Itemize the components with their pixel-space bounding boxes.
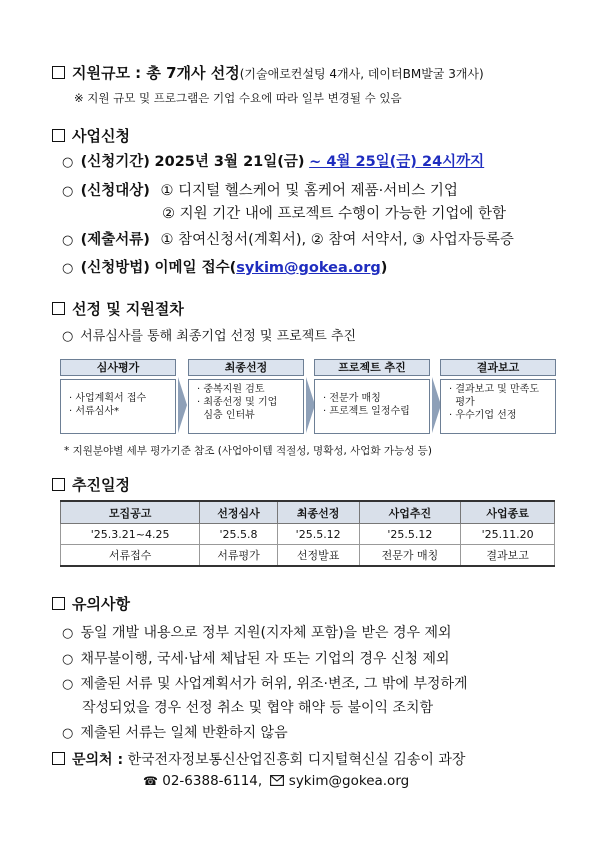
notice-item <box>62 722 288 742</box>
schedule-table <box>60 500 555 567</box>
table-cell: 선정발표 <box>277 545 359 567</box>
process-item: · 결과보고 및 만족도 <box>449 384 539 395</box>
selection-intro-text: 서류심사를 통해 최종기업 선정 및 프로젝트 추진 <box>80 329 357 344</box>
bullet-circle-icon: ○ <box>62 726 74 741</box>
contact-label: 문의처 : <box>72 752 124 768</box>
contact-email[interactable]: sykim@gokea.org <box>288 773 410 789</box>
bullet-circle-icon: ○ <box>62 184 74 199</box>
bullet-circle-icon: ○ <box>62 626 74 641</box>
notice-item <box>62 673 468 693</box>
process-step-body <box>314 379 430 434</box>
checkbox-square-icon <box>52 302 65 315</box>
docs-value: ① 참여신청서(계획서), ② 참여 서약서, ③ 사업자등록증 <box>160 232 514 248</box>
process-item: 평가 <box>449 397 475 408</box>
notice-item <box>62 648 450 668</box>
table-header: 사업추진 <box>359 501 461 524</box>
selection-intro <box>62 325 356 344</box>
process-step-body <box>60 379 176 434</box>
checkbox-square-icon <box>52 597 65 610</box>
process-step <box>440 359 556 433</box>
application-docs <box>62 228 514 249</box>
selection-footnote: * 지원분야별 세부 평가기준 참조 (사업아이템 적절성, 명확성, 사업화 가능성 등) <box>64 445 432 457</box>
process-step-title: 결과보고 <box>440 359 556 376</box>
bullet-circle-icon: ○ <box>62 652 74 667</box>
application-period <box>62 150 484 171</box>
table-header: 최종선정 <box>277 501 359 524</box>
checkbox-square-icon <box>52 752 65 765</box>
table-cell: 서류접수 <box>61 545 200 567</box>
bullet-circle-icon: ○ <box>62 677 74 692</box>
section-notice <box>52 593 130 614</box>
table-header: 사업종료 <box>461 501 555 524</box>
notice-title: 유의사항 <box>72 595 130 613</box>
process-step-body <box>188 379 304 434</box>
envelope-icon <box>270 774 284 790</box>
bullet-circle-icon: ○ <box>62 261 74 276</box>
process-step-title: 심사평가 <box>60 359 176 376</box>
checkbox-square-icon <box>52 129 65 142</box>
process-item: · 서류심사* <box>69 406 119 417</box>
notice-item-continuation: 작성되었을 경우 선정 취소 및 협약 해약 등 불이익 조치함 <box>82 700 434 716</box>
period-value: 2025년 3월 21일(금) <box>154 154 305 170</box>
checkbox-square-icon <box>52 478 65 491</box>
contact-details <box>143 773 409 790</box>
table-cell: 서류평가 <box>200 545 278 567</box>
table-cell: '25.11.20 <box>461 524 555 545</box>
notice-item-text: 제출된 서류 및 사업계획서가 허위, 위조·변조, 그 밖에 부정하게 <box>80 676 468 692</box>
table-cell: '25.5.12 <box>359 524 461 545</box>
table-cell: 전문가 매칭 <box>359 545 461 567</box>
notice-item-text: 동일 개발 내용으로 정부 지원(지자체 포함)을 받은 경우 제외 <box>80 625 452 641</box>
section-application <box>52 125 130 146</box>
table-row <box>61 524 555 545</box>
table-cell: '25.3.21~4.25 <box>61 524 200 545</box>
process-item: · 중복지원 검토 <box>197 384 265 395</box>
table-cell: 결과보고 <box>461 545 555 567</box>
contact-line <box>52 749 465 769</box>
bullet-circle-icon: ○ <box>62 233 74 248</box>
contact-org: 한국전자정보통신산업진흥회 디지털혁신실 김송이 과장 <box>127 752 466 768</box>
section-scale <box>52 62 484 83</box>
process-item: · 우수기업 선정 <box>449 410 517 421</box>
period-highlight: ~ 4월 25일(금) 24시까지 <box>309 154 485 170</box>
process-step <box>314 359 430 433</box>
contact-phone: 02-6388-6114, <box>162 773 263 789</box>
process-item: 심층 인터뷰 <box>197 410 255 421</box>
process-step <box>60 359 176 433</box>
notice-item-text: 제출된 서류는 일체 반환하지 않음 <box>80 725 288 741</box>
bullet-circle-icon: ○ <box>62 155 74 170</box>
process-item: · 프로젝트 일정수립 <box>323 406 410 417</box>
phone-icon: ☎ <box>143 774 158 788</box>
method-value: 이메일 접수( <box>154 260 237 276</box>
table-row <box>61 545 555 567</box>
target-item-1: ① 디지털 헬스케어 및 홈케어 제품·서비스 기업 <box>160 183 458 199</box>
method-email-link[interactable]: sykim@gokea.org <box>236 260 381 276</box>
table-cell: '25.5.12 <box>277 524 359 545</box>
table-header: 모집공고 <box>61 501 200 524</box>
application-title: 사업신청 <box>72 127 130 145</box>
scale-title: 지원규모 : 총 7개사 선정 <box>72 64 240 82</box>
section-selection <box>52 298 184 319</box>
docs-label: (제출서류) <box>80 232 150 248</box>
application-method <box>62 256 387 277</box>
section-schedule <box>52 474 130 495</box>
table-header-row <box>61 501 555 524</box>
target-label: (신청대상) <box>80 183 150 199</box>
notice-item-text: 채무불이행, 국세·납세 체납된 자 또는 기업의 경우 신청 제외 <box>80 651 450 667</box>
selection-title: 선정 및 지원절차 <box>72 300 184 318</box>
process-step-body <box>440 379 556 434</box>
target-item-2: ② 지원 기간 내에 프로젝트 수행이 가능한 기업에 한함 <box>162 206 507 222</box>
application-target <box>62 179 458 200</box>
scale-detail: (기술애로컨설팅 4개사, 데이터BM발굴 3개사) <box>239 67 484 81</box>
process-step-title: 프로젝트 추진 <box>314 359 430 376</box>
notice-item <box>62 622 452 642</box>
process-item: · 전문가 매칭 <box>323 393 381 404</box>
process-item: · 최종선정 및 기업 <box>197 397 278 408</box>
process-item: · 사업계획서 접수 <box>69 393 147 404</box>
table-cell: '25.5.8 <box>200 524 278 545</box>
table-header: 선정심사 <box>200 501 278 524</box>
arrow-right-icon <box>178 377 187 433</box>
bullet-circle-icon: ○ <box>62 329 74 344</box>
process-step-title: 최종선정 <box>188 359 304 376</box>
scale-note: ※ 지원 규모 및 프로그램은 기업 수요에 따라 일부 변경될 수 있음 <box>74 91 402 105</box>
method-label: (신청방법) <box>80 260 150 276</box>
process-step <box>188 359 304 433</box>
method-close: ) <box>380 260 388 276</box>
checkbox-square-icon <box>52 66 65 79</box>
schedule-title: 추진일정 <box>72 476 130 494</box>
period-label: (신청기간) <box>80 154 150 170</box>
